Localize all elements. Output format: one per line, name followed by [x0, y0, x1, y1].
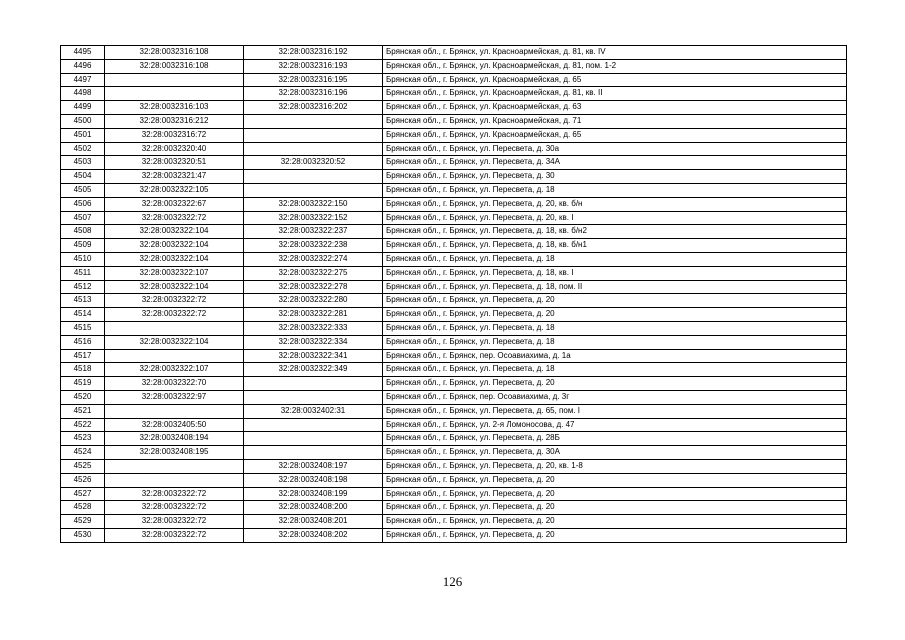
address-cell: Брянская обл., г. Брянск, ул. Пересвета, д. 30а [383, 142, 847, 156]
linked-cadastral-number-cell [244, 446, 383, 460]
linked-cadastral-number-cell: 32:28:0032322:349 [244, 363, 383, 377]
row-number-cell: 4501 [61, 128, 105, 142]
address-cell: Брянская обл., г. Брянск, ул. Пересвета, д. 20, кв. I [383, 211, 847, 225]
row-number-cell: 4506 [61, 197, 105, 211]
row-number-cell: 4503 [61, 156, 105, 170]
table-row [61, 183, 847, 197]
table-row [61, 101, 847, 115]
table-row [61, 197, 847, 211]
table-row [61, 501, 847, 515]
cadastral-number-cell: 32:28:0032322:104 [105, 280, 244, 294]
table-row [61, 363, 847, 377]
table-row [61, 73, 847, 87]
table-row [61, 252, 847, 266]
linked-cadastral-number-cell: 32:28:0032322:237 [244, 225, 383, 239]
row-number-cell: 4514 [61, 308, 105, 322]
table-row [61, 528, 847, 542]
row-number-cell: 4519 [61, 377, 105, 391]
address-cell: Брянская обл., г. Брянск, ул. Пересвета, д. 18 [383, 363, 847, 377]
cadastral-number-cell: 32:28:0032322:72 [105, 515, 244, 529]
address-cell: Брянская обл., г. Брянск, пер. Осоавиахима, д. 3г [383, 390, 847, 404]
table-row [61, 418, 847, 432]
address-cell: Брянская обл., г. Брянск, ул. Пересвета, д. 65, пом. I [383, 404, 847, 418]
row-number-cell: 4515 [61, 321, 105, 335]
row-number-cell: 4530 [61, 528, 105, 542]
row-number-cell: 4513 [61, 294, 105, 308]
address-cell: Брянская обл., г. Брянск, ул. Пересвета, д. 18, кв. б/н1 [383, 239, 847, 253]
linked-cadastral-number-cell: 32:28:0032316:196 [244, 87, 383, 101]
row-number-cell: 4505 [61, 183, 105, 197]
linked-cadastral-number-cell [244, 377, 383, 391]
row-number-cell: 4523 [61, 432, 105, 446]
table-row [61, 459, 847, 473]
row-number-cell: 4529 [61, 515, 105, 529]
linked-cadastral-number-cell: 32:28:0032322:152 [244, 211, 383, 225]
cadastral-number-cell: 32:28:0032316:103 [105, 101, 244, 115]
linked-cadastral-number-cell: 32:28:0032408:201 [244, 515, 383, 529]
table-row [61, 487, 847, 501]
table-row [61, 142, 847, 156]
row-number-cell: 4520 [61, 390, 105, 404]
table-row [61, 59, 847, 73]
address-cell: Брянская обл., г. Брянск, ул. Пересвета, д. 28Б [383, 432, 847, 446]
row-number-cell: 4512 [61, 280, 105, 294]
cadastral-number-cell: 32:28:0032320:51 [105, 156, 244, 170]
cadastral-number-cell: 32:28:0032322:104 [105, 225, 244, 239]
row-number-cell: 4508 [61, 225, 105, 239]
cadastral-number-cell: 32:28:0032405:50 [105, 418, 244, 432]
table-row [61, 404, 847, 418]
linked-cadastral-number-cell [244, 418, 383, 432]
cadastral-number-cell: 32:28:0032322:67 [105, 197, 244, 211]
address-cell: Брянская обл., г. Брянск, ул. Пересвета, д. 20 [383, 515, 847, 529]
table-row [61, 128, 847, 142]
address-cell: Брянская обл., г. Брянск, ул. Красноармейская, д. 65 [383, 128, 847, 142]
linked-cadastral-number-cell: 32:28:0032322:278 [244, 280, 383, 294]
address-cell: Брянская обл., г. Брянск, ул. Красноармейская, д. 81, кв. IV [383, 46, 847, 60]
row-number-cell: 4521 [61, 404, 105, 418]
table-row [61, 114, 847, 128]
table-row [61, 280, 847, 294]
linked-cadastral-number-cell: 32:28:0032408:200 [244, 501, 383, 515]
table-row [61, 225, 847, 239]
table-row [61, 390, 847, 404]
table-row [61, 294, 847, 308]
linked-cadastral-number-cell: 32:28:0032408:197 [244, 459, 383, 473]
address-cell: Брянская обл., г. Брянск, ул. Красноармейская, д. 81, пом. 1-2 [383, 59, 847, 73]
page-number: 126 [442, 574, 463, 589]
linked-cadastral-number-cell: 32:28:0032320:52 [244, 156, 383, 170]
table-row [61, 46, 847, 60]
row-number-cell: 4507 [61, 211, 105, 225]
table-row [61, 211, 847, 225]
linked-cadastral-number-cell: 32:28:0032322:150 [244, 197, 383, 211]
linked-cadastral-number-cell: 32:28:0032402:31 [244, 404, 383, 418]
address-cell: Брянская обл., г. Брянск, ул. Пересвета, д. 18, кв. I [383, 266, 847, 280]
address-cell: Брянская обл., г. Брянск, ул. Пересвета, д. 34А [383, 156, 847, 170]
registry-table-body [61, 46, 847, 543]
linked-cadastral-number-cell: 32:28:0032316:193 [244, 59, 383, 73]
cadastral-number-cell: 32:28:0032316:108 [105, 59, 244, 73]
linked-cadastral-number-cell: 32:28:0032316:195 [244, 73, 383, 87]
row-number-cell: 4528 [61, 501, 105, 515]
cadastral-number-cell [105, 349, 244, 363]
address-cell: Брянская обл., г. Брянск, ул. Пересвета, д. 30 [383, 170, 847, 184]
address-cell: Брянская обл., г. Брянск, ул. Пересвета, д. 18 [383, 335, 847, 349]
address-cell: Брянская обл., г. Брянск, ул. Пересвета, д. 18, кв. б/н2 [383, 225, 847, 239]
row-number-cell: 4499 [61, 101, 105, 115]
cadastral-number-cell: 32:28:0032322:97 [105, 390, 244, 404]
table-row [61, 170, 847, 184]
cadastral-number-cell: 32:28:0032322:104 [105, 239, 244, 253]
row-number-cell: 4500 [61, 114, 105, 128]
address-cell: Брянская обл., г. Брянск, ул. Пересвета, д. 30А [383, 446, 847, 460]
cadastral-number-cell: 32:28:0032322:72 [105, 501, 244, 515]
cadastral-number-cell [105, 87, 244, 101]
linked-cadastral-number-cell: 32:28:0032316:192 [244, 46, 383, 60]
row-number-cell: 4510 [61, 252, 105, 266]
address-cell: Брянская обл., г. Брянск, ул. Пересвета, д. 20 [383, 294, 847, 308]
cadastral-number-cell: 32:28:0032322:107 [105, 363, 244, 377]
registry-table [60, 45, 847, 543]
row-number-cell: 4522 [61, 418, 105, 432]
address-cell: Брянская обл., г. Брянск, ул. Красноармейская, д. 81, кв. II [383, 87, 847, 101]
table-row [61, 432, 847, 446]
linked-cadastral-number-cell [244, 142, 383, 156]
table-row [61, 473, 847, 487]
linked-cadastral-number-cell [244, 183, 383, 197]
linked-cadastral-number-cell: 32:28:0032322:280 [244, 294, 383, 308]
address-cell: Брянская обл., г. Брянск, ул. Красноармейская, д. 71 [383, 114, 847, 128]
cadastral-number-cell: 32:28:0032321:47 [105, 170, 244, 184]
cadastral-number-cell [105, 473, 244, 487]
address-cell: Брянская обл., г. Брянск, ул. Красноармейская, д. 65 [383, 73, 847, 87]
cadastral-number-cell: 32:28:0032322:72 [105, 294, 244, 308]
row-number-cell: 4498 [61, 87, 105, 101]
linked-cadastral-number-cell: 32:28:0032408:202 [244, 528, 383, 542]
cadastral-number-cell: 32:28:0032322:70 [105, 377, 244, 391]
cadastral-number-cell: 32:28:0032322:72 [105, 211, 244, 225]
linked-cadastral-number-cell [244, 390, 383, 404]
linked-cadastral-number-cell [244, 432, 383, 446]
row-number-cell: 4517 [61, 349, 105, 363]
address-cell: Брянская обл., г. Брянск, ул. Пересвета, д. 18, пом. II [383, 280, 847, 294]
address-cell: Брянская обл., г. Брянск, ул. Пересвета, д. 20 [383, 377, 847, 391]
cadastral-number-cell: 32:28:0032316:212 [105, 114, 244, 128]
table-row [61, 335, 847, 349]
cadastral-number-cell [105, 459, 244, 473]
row-number-cell: 4516 [61, 335, 105, 349]
row-number-cell: 4502 [61, 142, 105, 156]
address-cell: Брянская обл., г. Брянск, пер. Осоавиахима, д. 1а [383, 349, 847, 363]
row-number-cell: 4526 [61, 473, 105, 487]
address-cell: Брянская обл., г. Брянск, ул. Пересвета, д. 20, кв. 1-8 [383, 459, 847, 473]
linked-cadastral-number-cell: 32:28:0032316:202 [244, 101, 383, 115]
address-cell: Брянская обл., г. Брянск, ул. Пересвета, д. 20 [383, 487, 847, 501]
cadastral-number-cell: 32:28:0032408:194 [105, 432, 244, 446]
address-cell: Брянская обл., г. Брянск, ул. Красноармейская, д. 63 [383, 101, 847, 115]
address-cell: Брянская обл., г. Брянск, ул. Пересвета, д. 20 [383, 473, 847, 487]
cadastral-number-cell: 32:28:0032322:105 [105, 183, 244, 197]
cadastral-number-cell [105, 321, 244, 335]
row-number-cell: 4511 [61, 266, 105, 280]
cadastral-number-cell [105, 404, 244, 418]
address-cell: Брянская обл., г. Брянск, ул. Пересвета, д. 20 [383, 501, 847, 515]
linked-cadastral-number-cell: 32:28:0032322:275 [244, 266, 383, 280]
address-cell: Брянская обл., г. Брянск, ул. Пересвета, д. 18 [383, 183, 847, 197]
linked-cadastral-number-cell: 32:28:0032408:198 [244, 473, 383, 487]
address-cell: Брянская обл., г. Брянск, ул. Пересвета, д. 20, кв. б/н [383, 197, 847, 211]
linked-cadastral-number-cell: 32:28:0032408:199 [244, 487, 383, 501]
table-row [61, 377, 847, 391]
table-row [61, 349, 847, 363]
address-cell: Брянская обл., г. Брянск, ул. Пересвета, д. 18 [383, 252, 847, 266]
linked-cadastral-number-cell: 32:28:0032322:333 [244, 321, 383, 335]
row-number-cell: 4525 [61, 459, 105, 473]
table-row [61, 239, 847, 253]
cadastral-number-cell: 32:28:0032322:72 [105, 487, 244, 501]
linked-cadastral-number-cell [244, 128, 383, 142]
row-number-cell: 4496 [61, 59, 105, 73]
linked-cadastral-number-cell: 32:28:0032322:281 [244, 308, 383, 322]
row-number-cell: 4504 [61, 170, 105, 184]
cadastral-number-cell: 32:28:0032316:72 [105, 128, 244, 142]
table-row [61, 515, 847, 529]
cadastral-number-cell: 32:28:0032322:104 [105, 252, 244, 266]
cadastral-number-cell [105, 73, 244, 87]
table-row [61, 156, 847, 170]
address-cell: Брянская обл., г. Брянск, ул. Пересвета, д. 20 [383, 528, 847, 542]
cadastral-number-cell: 32:28:0032322:107 [105, 266, 244, 280]
linked-cadastral-number-cell [244, 170, 383, 184]
linked-cadastral-number-cell: 32:28:0032322:238 [244, 239, 383, 253]
table-row [61, 308, 847, 322]
address-cell: Брянская обл., г. Брянск, ул. Пересвета, д. 20 [383, 308, 847, 322]
linked-cadastral-number-cell [244, 114, 383, 128]
address-cell: Брянская обл., г. Брянск, ул. 2-я Ломоносова, д. 47 [383, 418, 847, 432]
row-number-cell: 4497 [61, 73, 105, 87]
row-number-cell: 4518 [61, 363, 105, 377]
row-number-cell: 4524 [61, 446, 105, 460]
cadastral-number-cell: 32:28:0032322:72 [105, 308, 244, 322]
table-row [61, 266, 847, 280]
linked-cadastral-number-cell: 32:28:0032322:341 [244, 349, 383, 363]
linked-cadastral-number-cell: 32:28:0032322:274 [244, 252, 383, 266]
cadastral-number-cell: 32:28:0032408:195 [105, 446, 244, 460]
cadastral-number-cell: 32:28:0032322:104 [105, 335, 244, 349]
row-number-cell: 4509 [61, 239, 105, 253]
row-number-cell: 4527 [61, 487, 105, 501]
cadastral-number-cell: 32:28:0032316:108 [105, 46, 244, 60]
table-row [61, 321, 847, 335]
address-cell: Брянская обл., г. Брянск, ул. Пересвета, д. 18 [383, 321, 847, 335]
linked-cadastral-number-cell: 32:28:0032322:334 [244, 335, 383, 349]
table-row [61, 446, 847, 460]
table-row [61, 87, 847, 101]
cadastral-number-cell: 32:28:0032320:40 [105, 142, 244, 156]
cadastral-number-cell: 32:28:0032322:72 [105, 528, 244, 542]
row-number-cell: 4495 [61, 46, 105, 60]
